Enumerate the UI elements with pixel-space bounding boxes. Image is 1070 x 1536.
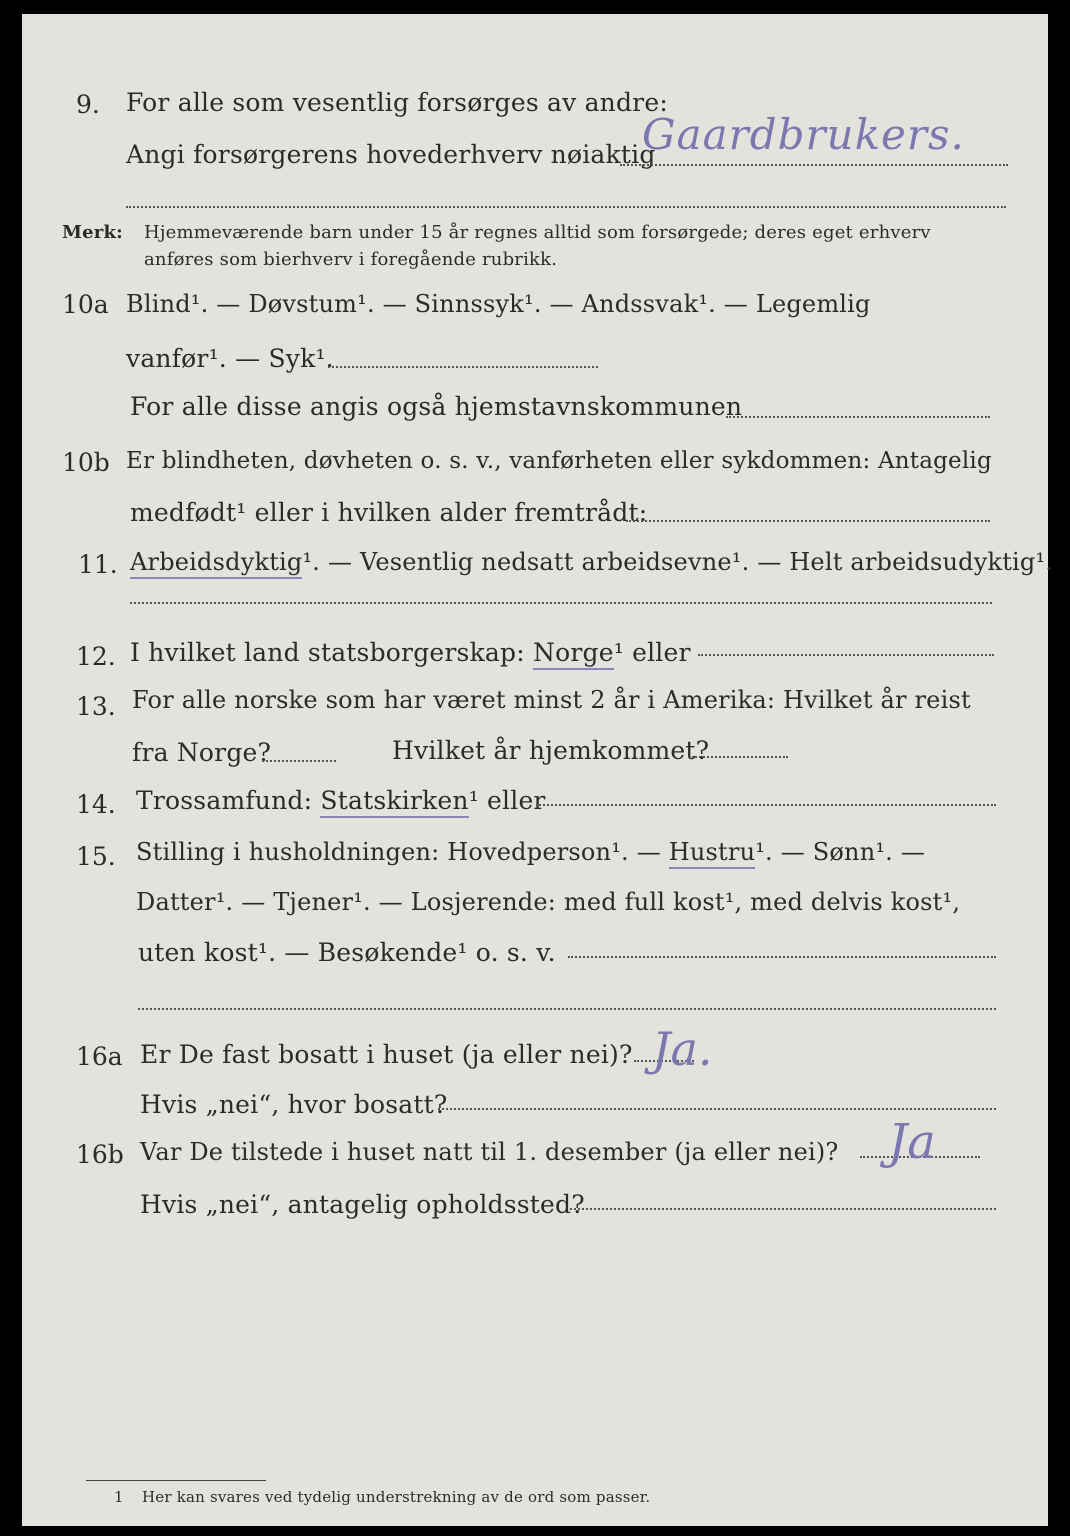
footnote-rule [86, 1480, 266, 1481]
q15-line1 [136, 838, 925, 866]
q10b-number: 10b [62, 448, 110, 477]
q13-number: 13. [76, 692, 116, 721]
q10b-line1: Er blindheten, døvheten o. s. v., vanførheten eller sykdommen: Antagelig [126, 448, 992, 474]
q16b-line1: Var De tilstede i huset natt til 1. desember (ja eller nei)? [140, 1138, 839, 1166]
q14-prompt: Trossamfund: [136, 786, 313, 815]
q14-line [136, 786, 546, 815]
q16a-line2: Hvis „nei“, hvor bosatt? [140, 1090, 448, 1119]
q11-underlined-option: Arbeidsdyktig [130, 548, 302, 579]
q9-line1: For alle som vesentlig forsørges av andre: [126, 88, 668, 117]
census-form-page [22, 14, 1054, 1526]
q13-line2b: Hvilket år hjemkommet? [392, 736, 710, 765]
merk-line1: Hjemmeværende barn under 15 år regnes alltid som forsørgede; deres eget erhverv [144, 222, 931, 243]
q9-answer-line [620, 164, 1008, 166]
q15-line1-post: ¹. — Sønn¹. — [755, 838, 926, 866]
q12-post: ¹ eller [613, 638, 691, 667]
q16b-handwritten-answer: Ja [888, 1114, 936, 1170]
q11-extra-line [130, 602, 992, 604]
q15-line3-dots [568, 956, 996, 958]
q14-post: ¹ eller [468, 786, 546, 815]
q15-number: 15. [76, 842, 116, 871]
q10b-line2: medfødt¹ eller i hvilken alder fremtrådt: [130, 498, 648, 527]
q15-extra-line [138, 1008, 996, 1010]
q12-underlined-option: Norge [533, 638, 614, 670]
q10a-number: 10a [62, 290, 109, 319]
q9-extra-line [126, 206, 1006, 208]
q10a-line2-dots [328, 366, 598, 368]
footnote-text: Her kan svares ved tydelig understrekning av de ord som passer. [142, 1488, 651, 1506]
q15-underlined-option: Hustru [669, 838, 755, 869]
q10a-line1: Blind¹. — Døvstum¹. — Sinnssyk¹. — Andssvak¹. — Legemlig [126, 290, 871, 318]
q14-underlined-option: Statskirken [320, 786, 468, 818]
q10b-line2-dots [626, 520, 990, 522]
q13-line1: For alle norske som har været minst 2 år i Amerika: Hvilket år reist [132, 686, 971, 714]
q16a-number: 16a [76, 1042, 123, 1071]
q16b-line2: Hvis „nei“, antagelig opholdssted? [140, 1190, 585, 1219]
merk-line2: anføres som bierhverv i foregående rubrikk. [144, 249, 558, 270]
q12-line [130, 638, 691, 667]
q16a-line1: Er De fast bosatt i huset (ja eller nei)? [140, 1040, 633, 1069]
q14-dots [536, 804, 996, 806]
q16b-line2-dots [570, 1208, 996, 1210]
q9-number: 9. [76, 90, 100, 119]
q12-dots [698, 654, 994, 656]
q16a-line2-dots [438, 1108, 996, 1110]
q10a-line3: For alle disse angis også hjemstavnskommunen [130, 392, 743, 421]
q15-line1-pre: Stilling i husholdningen: Hovedperson¹. — [136, 838, 661, 866]
footnote-mark: 1 [114, 1488, 124, 1506]
q16b-number: 16b [76, 1140, 124, 1169]
q16a-handwritten-answer: Ja. [652, 1022, 713, 1076]
merk-label: Merk: [62, 222, 123, 243]
q15-line2: Datter¹. — Tjener¹. — Losjerende: med full kost¹, med delvis kost¹, [136, 888, 961, 916]
q10a-line2: vanfør¹. — Syk¹. [126, 344, 334, 373]
q13-year-right-dots [692, 756, 788, 758]
q14-number: 14. [76, 790, 116, 819]
q10a-line3-dots [726, 416, 990, 418]
q13-year-left-dots [262, 760, 336, 762]
q9-handwritten-answer: Gaardbrukers. [642, 110, 965, 159]
q9-line2: Angi forsørgerens hovederhverv nøiaktig [126, 140, 656, 169]
q15-line3: uten kost¹. — Besøkende¹ o. s. v. [138, 938, 556, 967]
q11-number: 11. [78, 550, 118, 579]
q11-rest: ¹. — Vesentlig nedsatt arbeidsevne¹. — Helt arbeidsudyktig¹. [302, 548, 1054, 576]
q11-line [130, 548, 1053, 576]
q13-line2a: fra Norge? [132, 738, 272, 767]
q12-number: 12. [76, 642, 116, 671]
q12-prompt: I hvilket land statsborgerskap: [130, 638, 525, 667]
